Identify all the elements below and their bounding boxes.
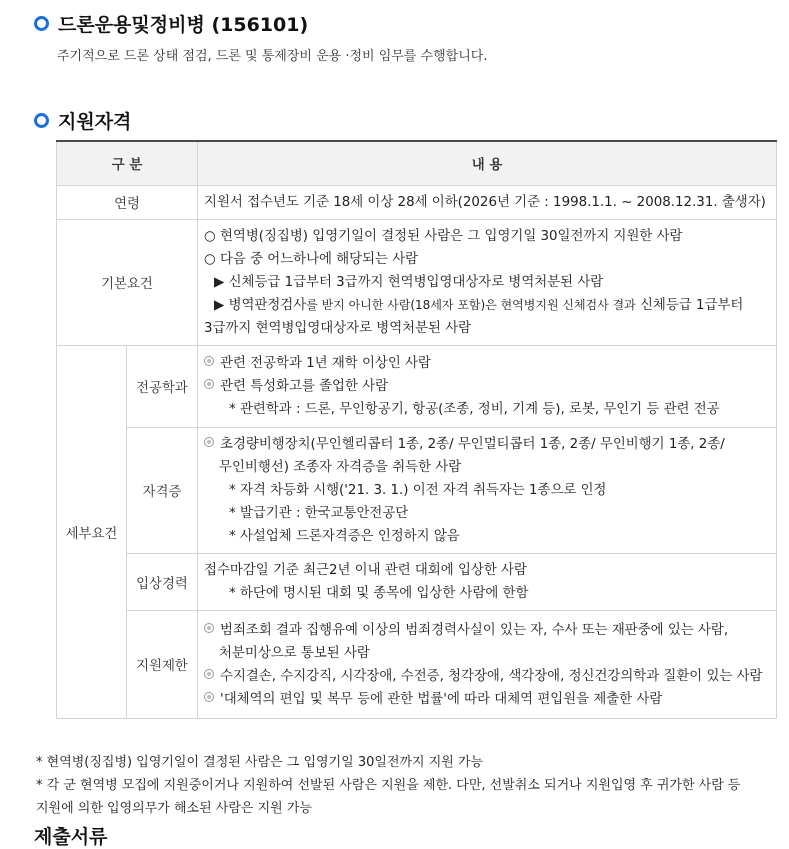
table-row	[57, 346, 777, 428]
award-label: 입상경력	[127, 554, 198, 611]
basic-line-1: ○ 현역병(징집병) 입영기일이 결정된 사람은 그 입영기일 30일전까지 지원한 사람	[204, 229, 683, 244]
footnotes	[36, 751, 781, 820]
header-content: 내 용	[198, 141, 777, 186]
table-row	[57, 428, 777, 554]
restrict-line-1: 범죄조회 결과 집행유예 이상의 범죄경력사실이 있는 자, 수사 또는 재판중에 있는 사람,	[220, 622, 729, 638]
basic-line-2: ○ 다음 중 어느하나에 해당되는 사람	[204, 252, 419, 267]
list-item	[204, 433, 770, 456]
major-line-1: 관련 전공학과 1년 재학 이상인 사람	[220, 356, 431, 371]
restrict-line-3: 수지결손, 수지강직, 시각장애, 수전증, 청각장애, 색각장애, 정신건강의학과 질환이 있는 사람	[220, 668, 763, 684]
circle-dot-icon	[204, 623, 214, 633]
restrict-label: 지원제한	[127, 611, 198, 719]
ring-bullet-icon	[34, 16, 49, 31]
header-category: 구 분	[57, 141, 198, 186]
qualification-heading	[34, 107, 131, 134]
next-section-title: 제출서류	[34, 826, 108, 848]
list-item	[204, 665, 770, 688]
table-row	[57, 611, 777, 719]
license-line-3: * 자격 차등화 시행('21. 3. 1.) 이전 자격 취득자는 1종으로 인정	[229, 483, 607, 498]
license-line-2: 무인비행선) 조종자 자격증을 취득한 사람	[219, 460, 462, 475]
license-label: 자격증	[127, 428, 198, 554]
job-description: 주기적으로 드론 상태 점검, 드론 및 통제장비 운용 ·정비 임무를 수행합니다.	[57, 49, 488, 64]
basic-line-3: ▶ 신체등급 1급부터 3급까지 현역병입영대상자로 병역처분된 사람	[214, 275, 604, 290]
table-row	[57, 186, 777, 220]
list-item	[204, 375, 770, 398]
major-content	[198, 346, 777, 428]
circle-dot-icon	[204, 356, 214, 366]
table-row	[57, 220, 777, 346]
list-item	[204, 352, 770, 375]
list-item	[204, 619, 770, 642]
circle-dot-icon	[204, 692, 214, 702]
age-label: 연령	[57, 186, 198, 220]
table-row	[57, 554, 777, 611]
list-item	[204, 688, 770, 711]
major-line-2: 관련 특성화고를 졸업한 사람	[220, 379, 389, 394]
restrict-content	[198, 611, 777, 719]
circle-dot-icon	[204, 437, 214, 447]
restrict-line-2: 처분미상으로 통보된 사람	[219, 645, 370, 661]
basic-content	[198, 220, 777, 346]
table-header-row	[57, 141, 777, 186]
basic-line-4b: 를 받지 아니한 사람(18세자 포함)은 현역병지원 신체검사 결과	[306, 298, 636, 312]
circle-dot-icon	[204, 669, 214, 679]
license-content	[198, 428, 777, 554]
circle-dot-icon	[204, 379, 214, 389]
basic-line-4c: 신체등급 1급부터	[635, 298, 744, 313]
note-3: 지원에 의한 입영의무가 해소된 사람은 지원 가능	[36, 801, 312, 816]
age-text	[198, 186, 777, 220]
license-line-4: * 발급기관 : 한국교통안전공단	[229, 506, 409, 521]
major-line-3: * 관련학과 : 드론, 무인항공기, 항공(조종, 정비, 기계 등), 로봇, 무인기 등 관련 전공	[229, 402, 720, 417]
restrict-line-4: '대체역의 편입 및 복무 등에 관한 법률'에 따라 대체역 편입원을 제출한 사람	[220, 691, 663, 707]
qualification-title: 지원자격	[58, 111, 132, 133]
ring-bullet-icon	[34, 113, 49, 128]
award-line-2: * 하단에 명시된 대회 및 종목에 입상한 사람에 한함	[229, 586, 529, 601]
note-2: * 각 군 현역병 모집에 지원중이거나 지원하여 선발된 사람은 지원을 제한. 다만, 선발취소 되거나 지원입영 후 귀가한 사람 등	[36, 778, 741, 793]
basic-line-4a: ▶ 병역판정검사	[214, 298, 307, 313]
award-content	[198, 554, 777, 611]
award-line-1: 접수마감일 기준 최근2년 이내 관련 대회에 입상한 사람	[204, 563, 527, 578]
license-line-1: 초경량비행장치(무인헬리콥터 1종, 2종/ 무인멀티콥터 1종, 2종/ 무인비행기 1종, 2종/	[220, 437, 725, 452]
basic-line-5: 3급까지 현역병입영대상자로 병역처분된 사람	[204, 321, 472, 336]
note-1: * 현역병(징집병) 입영기일이 결정된 사람은 그 입영기일 30일전까지 지원 가능	[36, 755, 484, 770]
job-title: 드론운용및정비병 (156101)	[58, 14, 309, 36]
major-label: 전공학과	[127, 346, 198, 428]
age-value: 지원서 접수년도 기준 18세 이상 28세 이하(2026년 기준 : 1998.1.1. ~ 2008.12.31. 출생자)	[204, 195, 766, 210]
license-line-5: * 사설업체 드론자격증은 인정하지 않음	[229, 529, 460, 544]
detail-label: 세부요건	[57, 346, 127, 719]
job-title-heading	[34, 10, 308, 37]
qualification-table	[56, 140, 777, 719]
basic-line-4	[204, 294, 770, 317]
basic-label: 기본요건	[57, 220, 198, 346]
